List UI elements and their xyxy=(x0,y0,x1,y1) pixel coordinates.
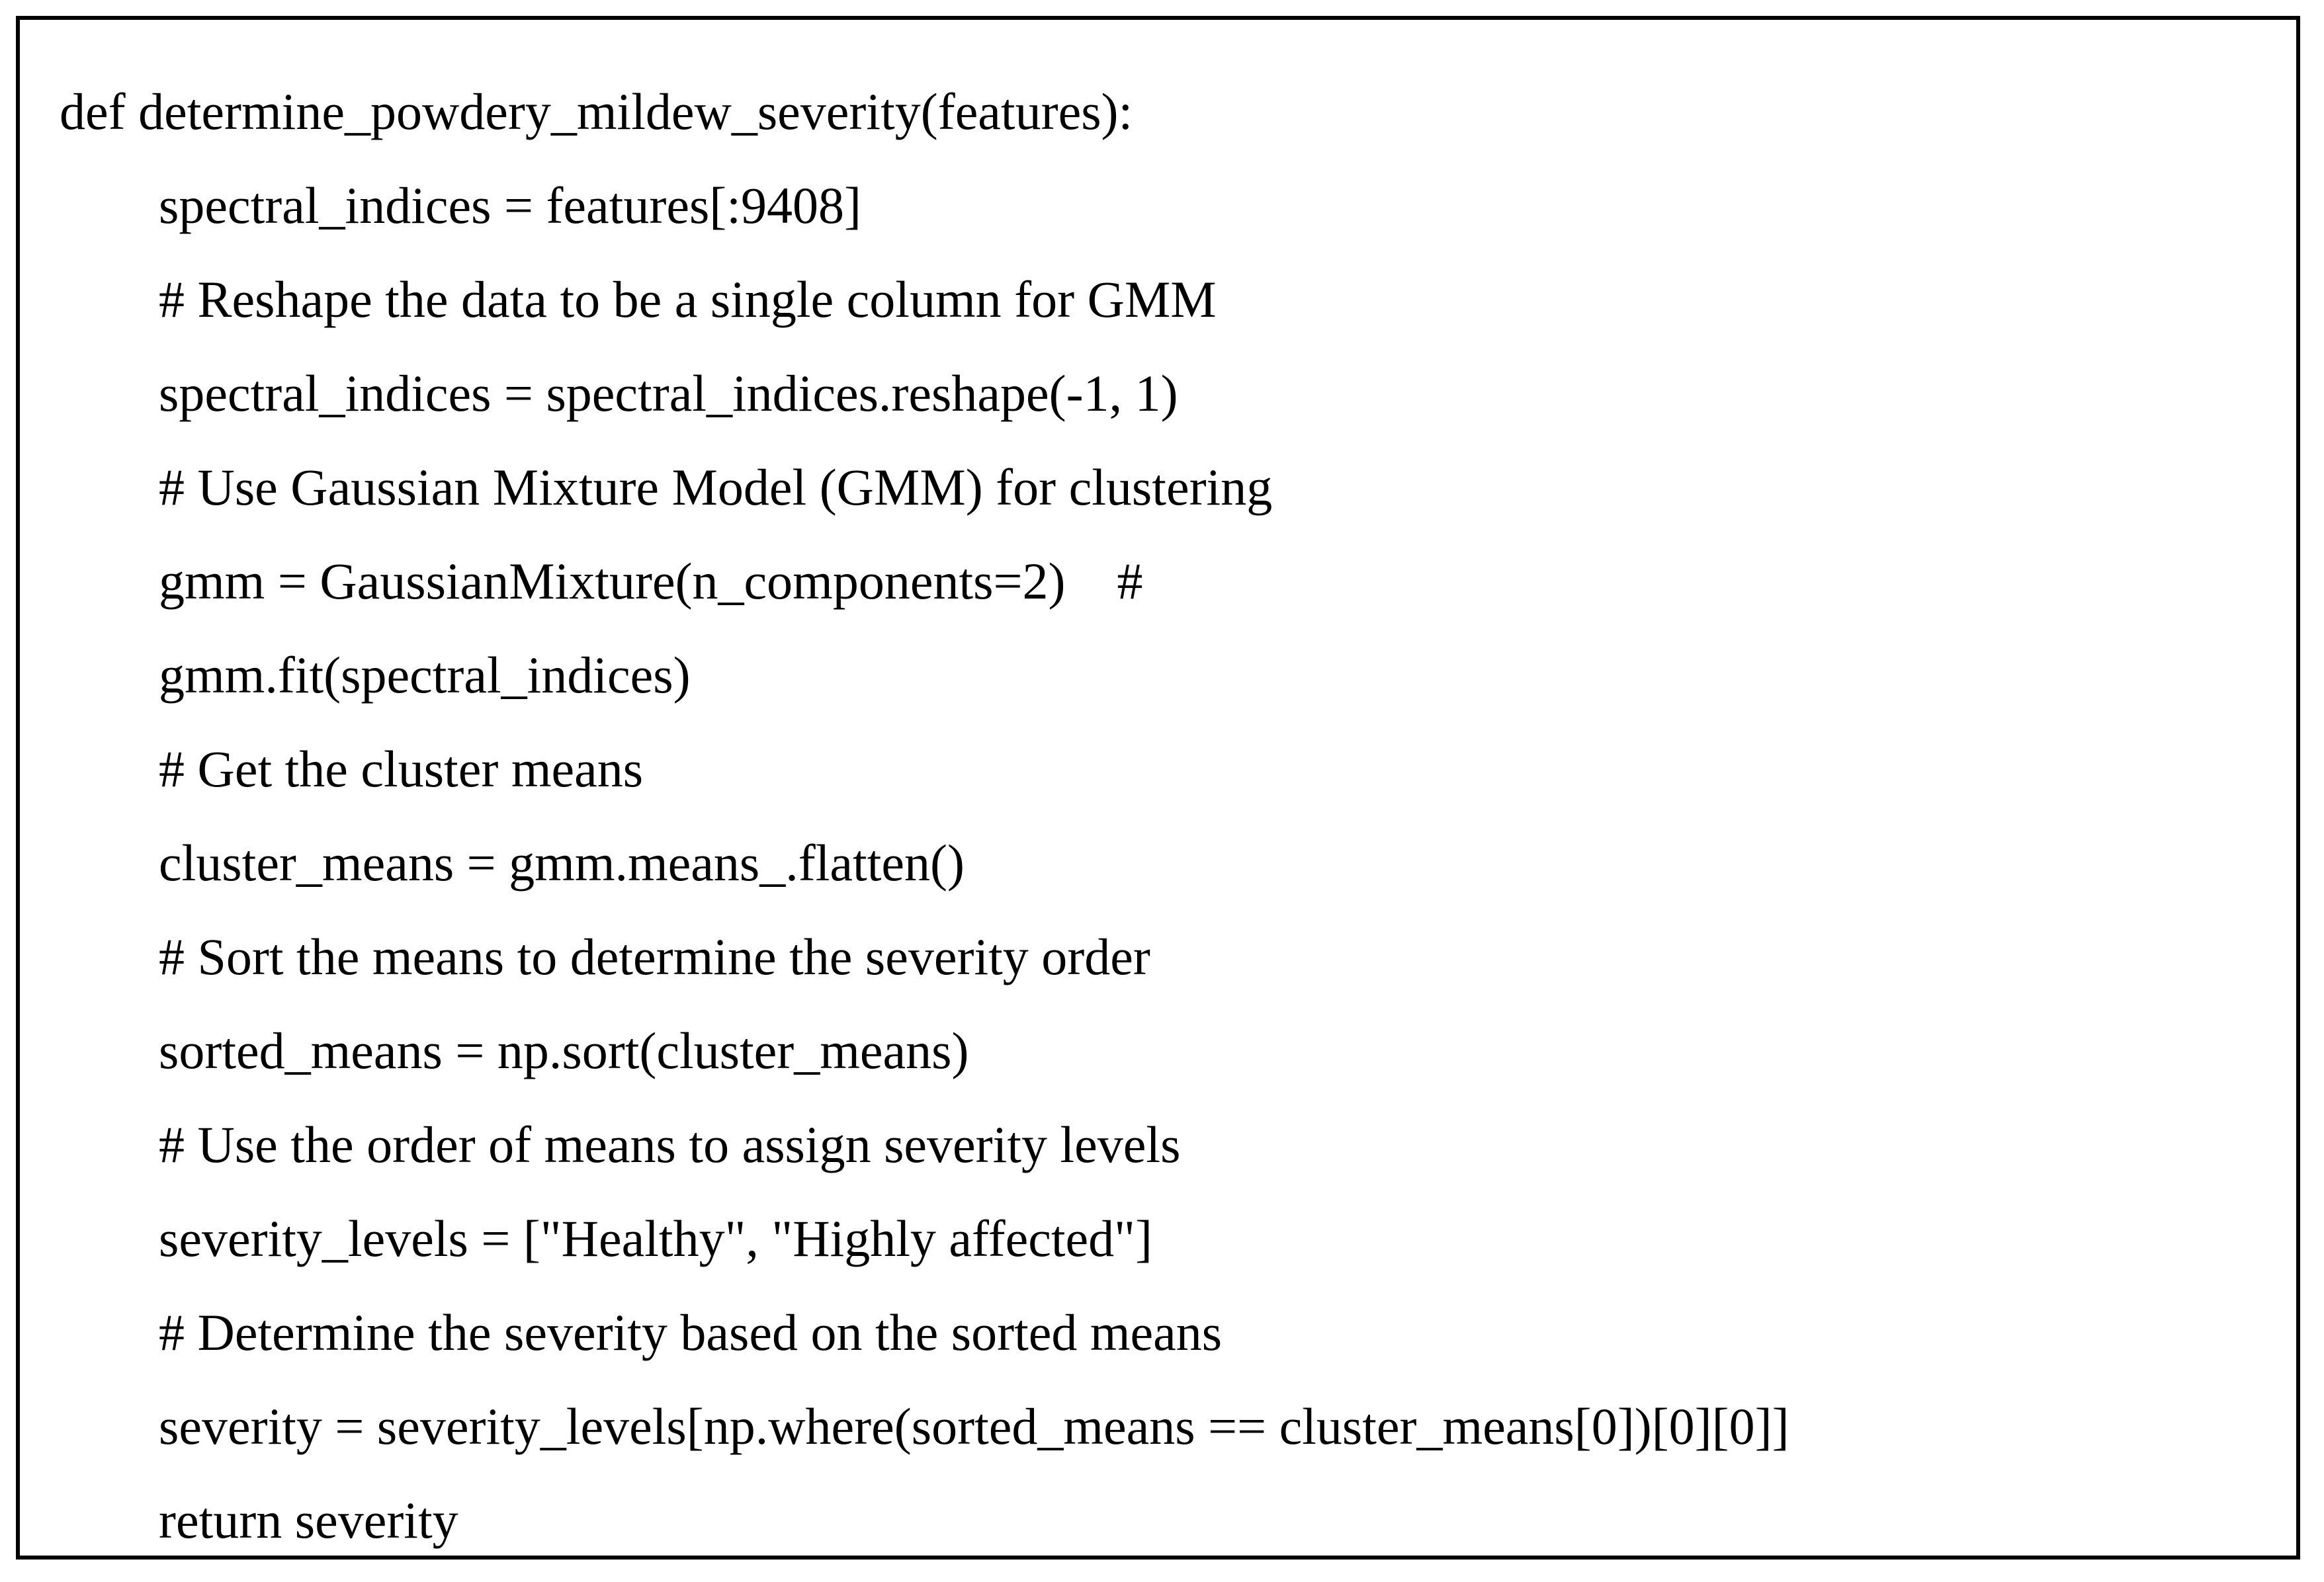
code-comment-line: # Determine the severity based on the sorted means xyxy=(159,1304,1223,1361)
code-line-return: return severity xyxy=(159,1491,458,1549)
code-line: spectral_indices = spectral_indices.reshape(-1, 1) xyxy=(159,364,1178,422)
code-comment-line: # Reshape the data to be a single column for GMM xyxy=(159,271,1217,328)
code-line: severity_levels = ["Healthy", "Highly affected"] xyxy=(159,1210,1152,1267)
code-comment-line: # Get the cluster means xyxy=(159,740,644,798)
code-comment-line: # Use the order of means to assign severity levels xyxy=(159,1116,1181,1173)
code-line: spectral_indices = features[:9408] xyxy=(159,177,861,234)
code-listing-box xyxy=(16,16,2300,1560)
code-comment-line: # Sort the means to determine the severity order xyxy=(159,928,1150,985)
code-line: severity = severity_levels[np.where(sorted_means == cluster_means[0])[0][0]] xyxy=(159,1397,1789,1455)
code-line: gmm = GaussianMixture(n_components=2) # xyxy=(159,552,1143,610)
code-line-function-def: def determine_powdery_mildew_severity(features): xyxy=(60,83,1133,140)
code-lines xyxy=(20,78,2296,1581)
code-comment-line: # Use Gaussian Mixture Model (GMM) for clustering xyxy=(159,458,1273,516)
code-line: gmm.fit(spectral_indices) xyxy=(159,646,691,704)
code-line: cluster_means = gmm.means_.flatten() xyxy=(159,834,965,892)
code-line: sorted_means = np.sort(cluster_means) xyxy=(159,1022,969,1079)
